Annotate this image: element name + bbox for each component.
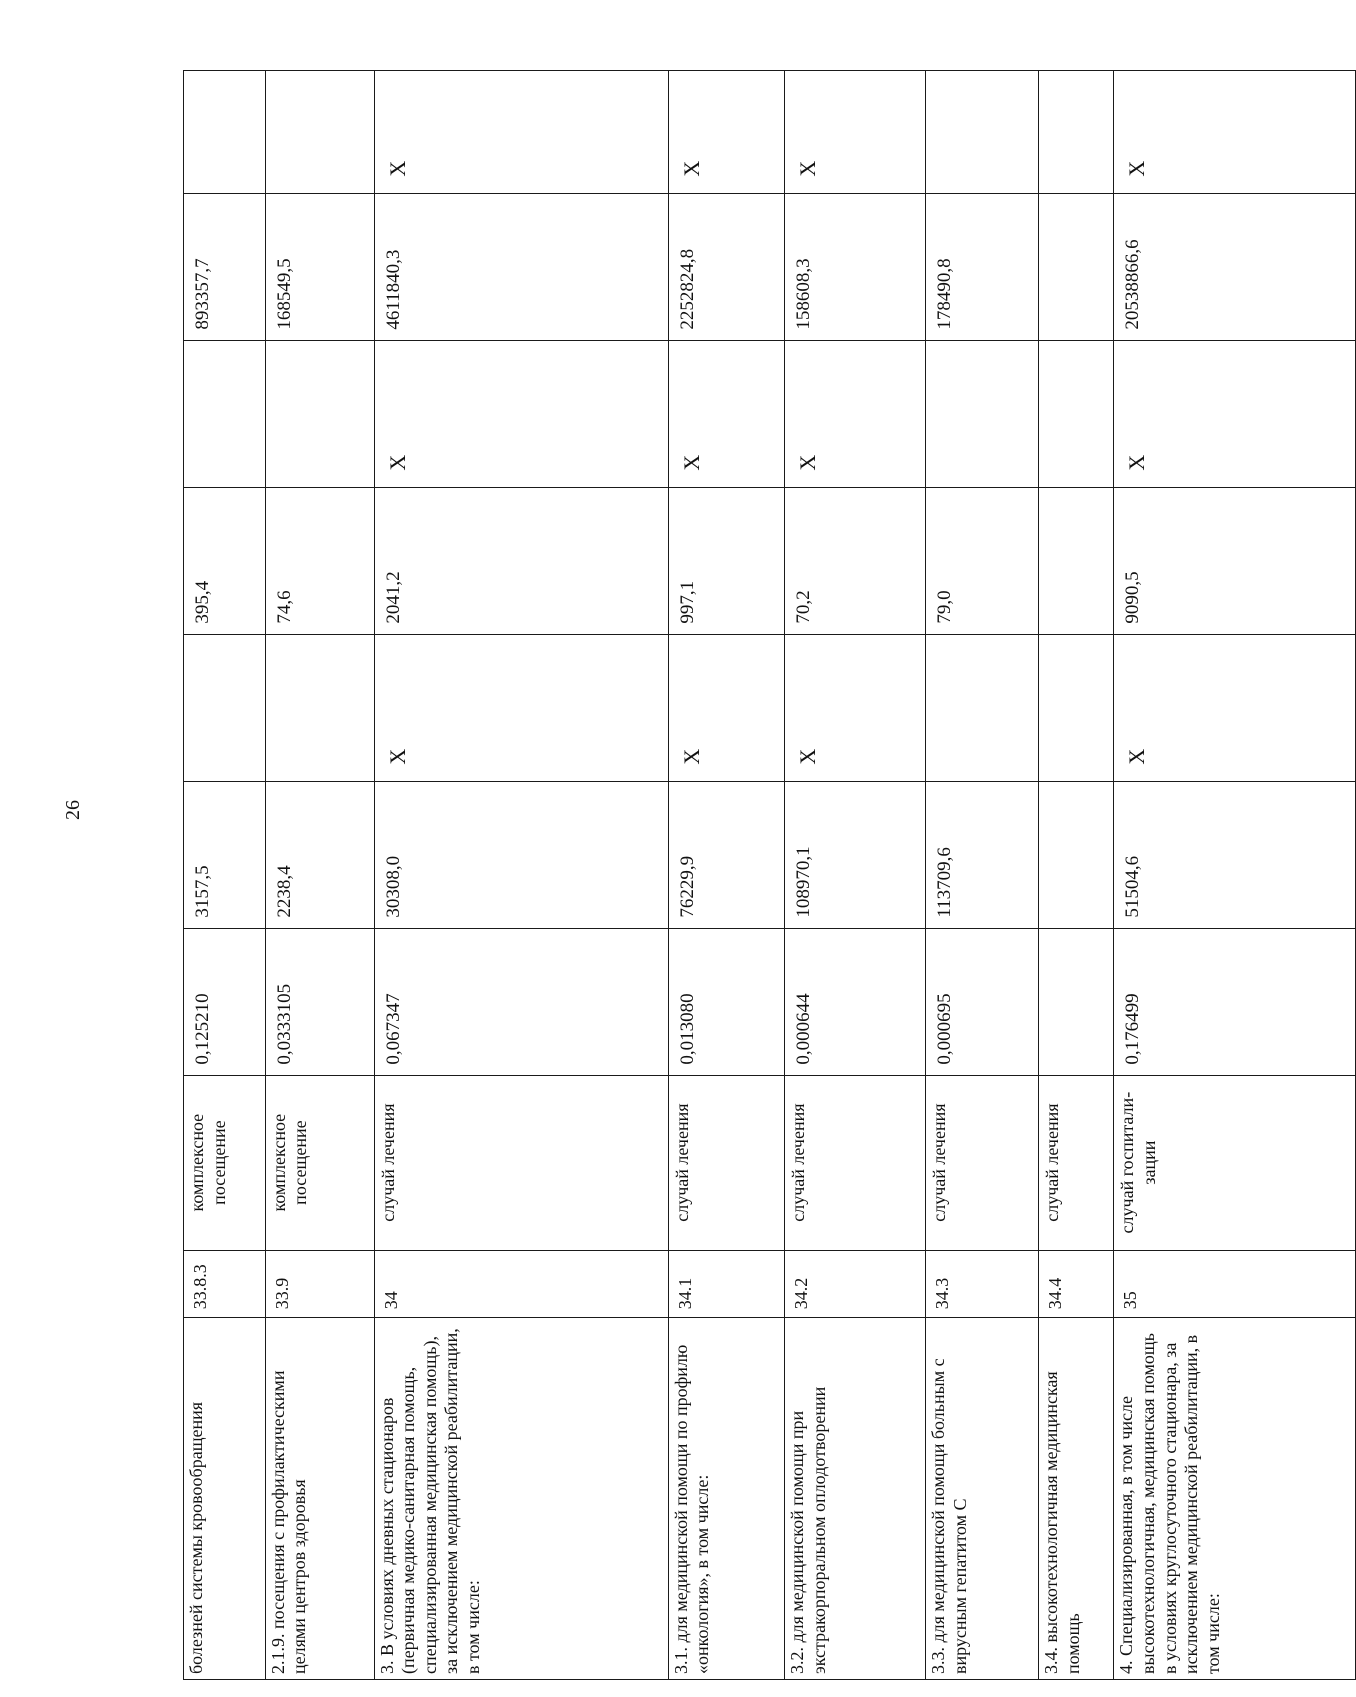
- cost-cell: 108970,1: [785, 781, 926, 928]
- value-cell: X: [785, 634, 926, 781]
- row-unit-cell: случай госпитали-зации: [1114, 1075, 1356, 1250]
- value-cell: X: [668, 71, 785, 194]
- row-name-cell: 2.1.9. посещения с профилактическими целями центров здоровья: [265, 1318, 374, 1680]
- value-cell: 395,4: [184, 487, 266, 634]
- table-row: [1039, 71, 1114, 1680]
- value-cell: [926, 71, 1039, 194]
- value-cell: 9090,5: [1114, 487, 1356, 634]
- row-unit-cell: комплексное посещение: [184, 1075, 266, 1250]
- value-cell: [1039, 487, 1114, 634]
- norm-cell: 0,0333105: [265, 928, 374, 1075]
- row-unit-cell: случай лечения: [926, 1075, 1039, 1250]
- value-cell: [926, 634, 1039, 781]
- norm-cell: 0,000695: [926, 928, 1039, 1075]
- value-cell: 168549,5: [265, 193, 374, 340]
- value-cell: X: [374, 634, 668, 781]
- value-cell: X: [1114, 71, 1356, 194]
- value-cell: [1039, 71, 1114, 194]
- row-unit-cell: случай лечения: [374, 1075, 668, 1250]
- cost-cell: 30308,0: [374, 781, 668, 928]
- cost-cell: 3157,5: [184, 781, 266, 928]
- value-cell: X: [785, 71, 926, 194]
- row-code-cell: 33.8.3: [184, 1250, 266, 1318]
- table-row: [374, 71, 668, 1680]
- value-cell: [926, 340, 1039, 487]
- value-cell: 2041,2: [374, 487, 668, 634]
- norm-cell: 0,000644: [785, 928, 926, 1075]
- value-cell: X: [1114, 634, 1356, 781]
- value-cell: [1039, 634, 1114, 781]
- row-code-cell: 34.2: [785, 1250, 926, 1318]
- value-cell: 4611840,3: [374, 193, 668, 340]
- value-cell: [265, 71, 374, 194]
- value-cell: X: [374, 340, 668, 487]
- value-cell: X: [374, 71, 668, 194]
- row-code-cell: 33.9: [265, 1250, 374, 1318]
- cost-cell: 76229,9: [668, 781, 785, 928]
- row-name-cell: 4. Специализированная, в том числе высокотехнологичная, медицинская помощь в условиях круглосуточного стационара, за исключением медицинской реабилитации, в том числе:: [1114, 1318, 1356, 1680]
- value-cell: X: [668, 634, 785, 781]
- row-name-cell: 3.1. для медицинской помощи по профилю «онкология», в том числе:: [668, 1318, 785, 1680]
- table-row: [265, 71, 374, 1680]
- table-body: [184, 71, 1356, 1680]
- cost-cell: 2238,4: [265, 781, 374, 928]
- value-cell: X: [785, 340, 926, 487]
- row-code-cell: 34: [374, 1250, 668, 1318]
- page-number: 26: [62, 800, 84, 820]
- row-name-cell: 3.4. высокотехнологичная медицинская помощь: [1039, 1318, 1114, 1680]
- value-cell: [184, 340, 266, 487]
- row-code-cell: 34.3: [926, 1250, 1039, 1318]
- value-cell: 79,0: [926, 487, 1039, 634]
- row-unit-cell: случай лечения: [668, 1075, 785, 1250]
- value-cell: X: [1114, 340, 1356, 487]
- norm-cell: 0,067347: [374, 928, 668, 1075]
- table-row: [1114, 71, 1356, 1680]
- value-cell: [265, 634, 374, 781]
- row-name-cell: болезней системы кровообращения: [184, 1318, 266, 1680]
- table-row: [926, 71, 1039, 1680]
- medical-care-norms-table: [183, 70, 1356, 1680]
- value-cell: 893357,7: [184, 193, 266, 340]
- norm-cell: [1039, 928, 1114, 1075]
- value-cell: 74,6: [265, 487, 374, 634]
- value-cell: 2252824,8: [668, 193, 785, 340]
- value-cell: [1039, 193, 1114, 340]
- value-cell: 20538866,6: [1114, 193, 1356, 340]
- value-cell: [1039, 340, 1114, 487]
- table-row: [668, 71, 785, 1680]
- value-cell: X: [668, 340, 785, 487]
- row-code-cell: 34.4: [1039, 1250, 1114, 1318]
- row-name-cell: 3.2. для медицинской помощи при экстракорпоральном оплодотворении: [785, 1318, 926, 1680]
- norm-cell: 0,176499: [1114, 928, 1356, 1075]
- cost-cell: 51504,6: [1114, 781, 1356, 928]
- cost-cell: [1039, 781, 1114, 928]
- value-cell: [184, 634, 266, 781]
- row-code-cell: 34.1: [668, 1250, 785, 1318]
- rotated-table-wrapper: [183, 70, 1356, 1680]
- row-unit-cell: комплексное посещение: [265, 1075, 374, 1250]
- row-unit-cell: случай лечения: [785, 1075, 926, 1250]
- value-cell: [184, 71, 266, 194]
- norm-cell: 0,013080: [668, 928, 785, 1075]
- cost-cell: 113709,6: [926, 781, 1039, 928]
- norm-cell: 0,125210: [184, 928, 266, 1075]
- row-unit-cell: случай лечения: [1039, 1075, 1114, 1250]
- table-row: [184, 71, 266, 1680]
- value-cell: 997,1: [668, 487, 785, 634]
- row-name-cell: 3.3. для медицинской помощи больным с вирусным гепатитом С: [926, 1318, 1039, 1680]
- table-row: [785, 71, 926, 1680]
- row-code-cell: 35: [1114, 1250, 1356, 1318]
- value-cell: 158608,3: [785, 193, 926, 340]
- row-name-cell: 3. В условиях дневных стационаров (первичная медико-санитарная помощь, специализированная медицинская помощь), за исключением медицинской реабилитации, в том числе:: [374, 1318, 668, 1680]
- value-cell: [265, 340, 374, 487]
- value-cell: 178490,8: [926, 193, 1039, 340]
- value-cell: 70,2: [785, 487, 926, 634]
